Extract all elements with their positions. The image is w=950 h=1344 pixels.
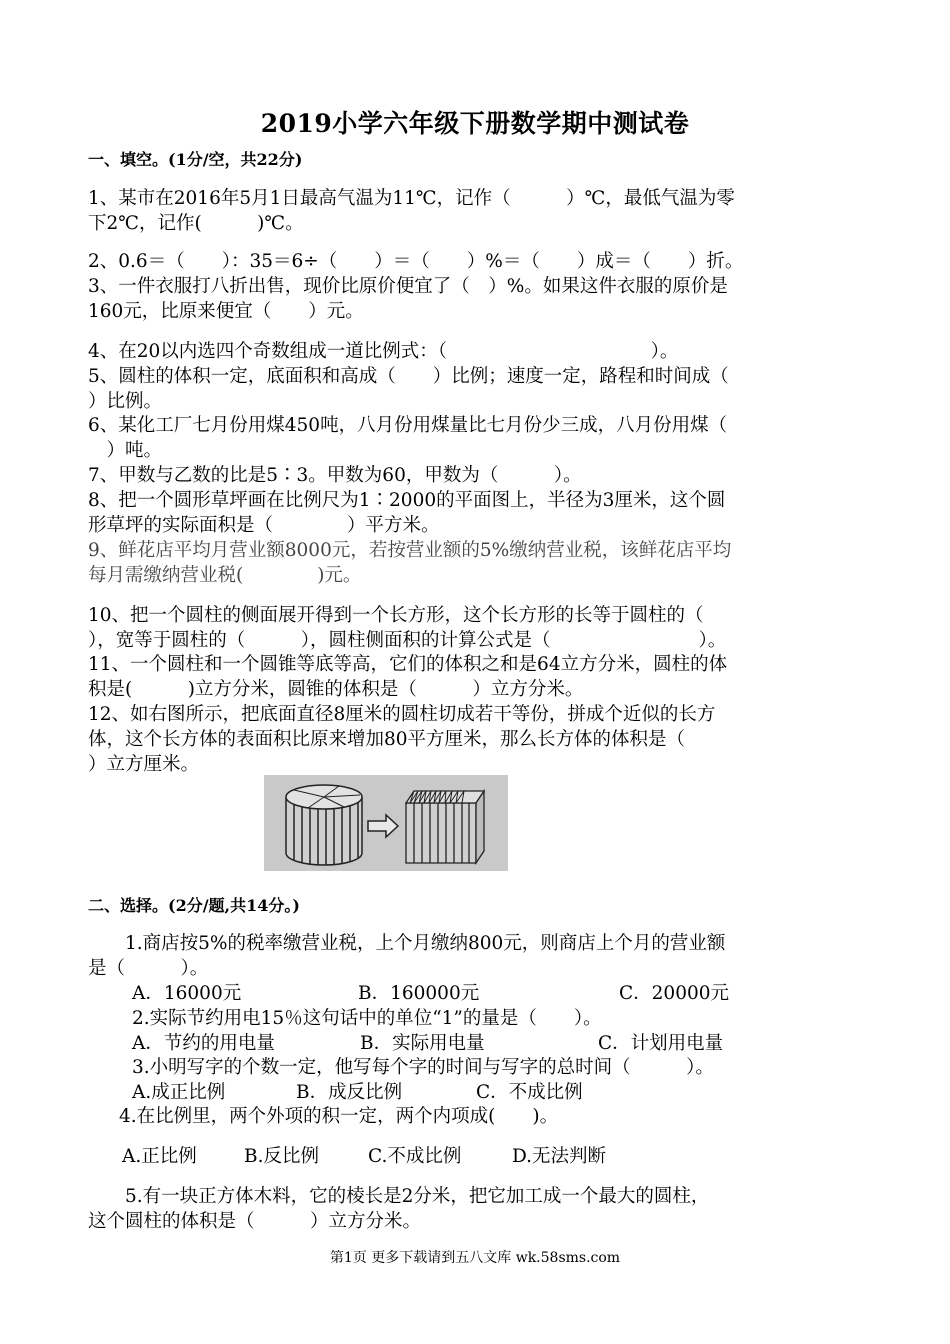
question-2: 2、0.6＝（ ）：35＝6÷（ ）＝（ ）%＝（ ）成＝（ ）折。 [88,251,744,272]
page-title: 2019小学六年级下册数学期中测试卷 [260,109,690,138]
choice-3-option-a[interactable]: A.成正比例 [132,1082,226,1103]
question-12: 12、如右图所示，把底面直径8厘米的圆柱切成若干等份，拼成个近似的长方 体，这个长方体的表面积比原来增加80平方厘米，那么长方体的体积是（ ）立方厘米。 [88,704,716,775]
choice-2-options [132,1031,832,1056]
question-5: 5、圆柱的体积一定，底面积和高成（ ）比例；速度一定，路程和时间成（ ）比例。 [88,366,729,412]
cylinder-cuboid-figure [264,775,508,871]
question-4: 4、在20以内选四个奇数组成一道比例式：（ ）。 [88,341,679,362]
choice-4-option-d[interactable]: D.无法判断 [512,1146,607,1167]
choice-1-option-a[interactable]: A．16000元 [132,983,242,1004]
question-7: 7、甲数与乙数的比是5∶3。甲数为60，甲数为（ ）。 [88,465,582,486]
choice-question-4: 4.在比例里，两个外项的积一定，两个内项成( )。 [119,1106,559,1127]
choice-2-option-c[interactable]: C．计划用电量 [598,1033,724,1054]
question-6: 6、某化工厂七月份用煤450吨，八月份用煤量比七月份少三成，八月份用煤（ ）吨。 [88,415,728,461]
choice-2-option-a[interactable]: A．节约的用电量 [132,1033,275,1054]
choice-4-option-b[interactable]: B.反比例 [244,1146,319,1167]
page-footer: 第1页 更多下载请到五八文库 wk.58sms.com [329,1250,621,1266]
section-2-heading: 二、选择。(2分/题,共14分。) [88,896,300,915]
cylinder-cuboid-illustration [264,775,508,871]
question-3: 3、一件衣服打八折出售，现价比原价便宜了（ ）%。如果这件衣服的原价是 160元，比原来便宜（ ）元。 [88,276,728,322]
choice-4-option-c[interactable]: C.不成比例 [368,1146,462,1167]
choice-1-option-b[interactable]: B．160000元 [358,983,480,1004]
section-1-heading: 一、填空。(1分/空，共22分) [88,150,303,169]
choice-question-3: 3.小明写字的个数一定，他写每个字的时间与写字的总时间（ ）。 [132,1057,714,1078]
cuboid-shape [406,791,484,863]
choice-4-options [122,1144,822,1169]
question-11: 11、一个圆柱和一个圆锥等底等高，它们的体积之和是64立方分米，圆柱的体 积是( )立方分米，圆锥的体积是（ ）立方分米。 [88,654,728,700]
choice-question-1: 1.商店按5%的税率缴营业税，上个月缴纳800元，则商店上个月的营业额 是（ ）。 [88,933,726,979]
choice-question-2: 2.实际节约用电15％这句话中的单位“1”的量是（ ）。 [132,1008,602,1029]
choice-3-option-b[interactable]: B．成反比例 [296,1082,403,1103]
choice-1-options [132,981,832,1006]
choice-question-5: 5.有一块正方体木料，它的棱长是2分米，把它加工成一个最大的圆柱， 这个圆柱的体积是（ ）立方分米。 [88,1186,710,1232]
question-1: 1、某市在2016年5月1日最高气温为11℃，记作（ ）℃，最低气温为零 下2℃，记作( )℃。 [88,188,735,234]
choice-2-option-b[interactable]: B．实际用电量 [360,1033,485,1054]
choice-3-options [132,1080,832,1105]
choice-1-option-c[interactable]: C．20000元 [619,983,730,1004]
question-10: 10、把一个圆柱的侧面展开得到一个长方形，这个长方形的长等于圆柱的（ ），宽等于圆柱的（ ），圆柱侧面积的计算公式是（ ）。 [88,605,727,651]
choice-4-option-a[interactable]: A.正比例 [122,1146,197,1167]
cylinder-shape [286,785,362,865]
choice-3-option-c[interactable]: C．不成比例 [476,1082,583,1103]
question-8: 8、把一个圆形草坪画在比例尺为1∶2000的平面图上，半径为3厘米，这个圆 形草坪的实际面积是（ ）平方米。 [88,490,726,536]
question-9: 9、鲜花店平均月营业额8000元，若按营业额的5%缴纳营业税，该鲜花店平均 每月需缴纳营业税( )元。 [88,540,732,586]
